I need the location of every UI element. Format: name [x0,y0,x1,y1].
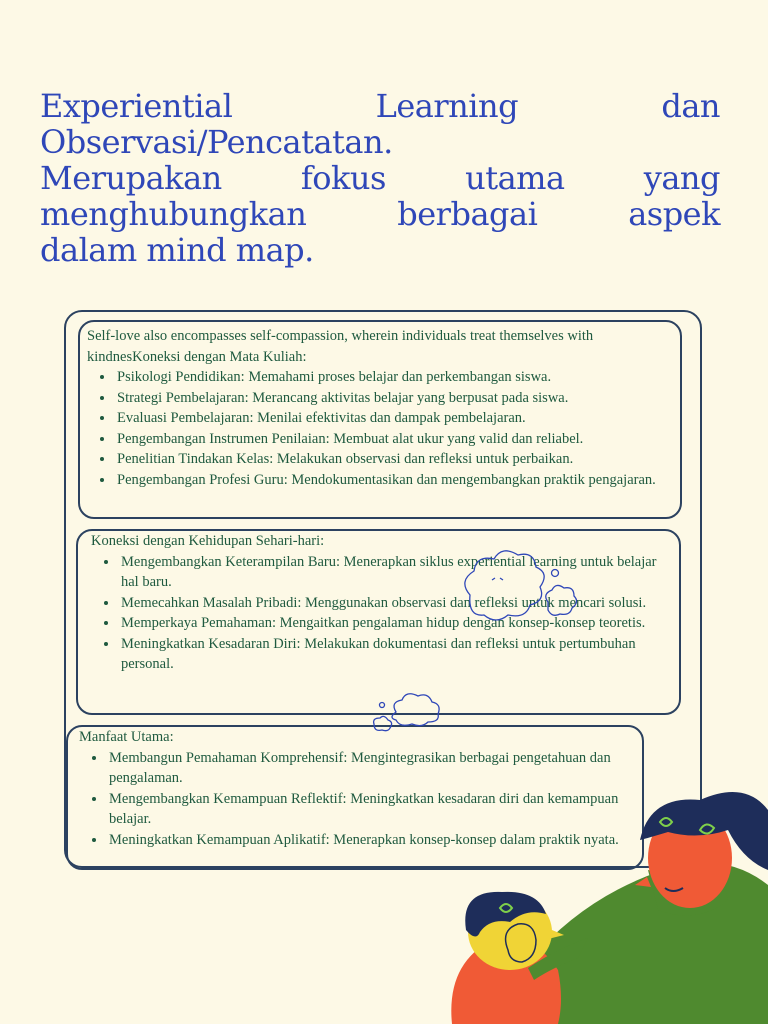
list-item: • Mengembangkan Kemampuan Reflektif: Meningkatkan kesadaran diri dan kemampuan belajar. [107,789,634,830]
title-line-4: menghubungkan berbagai aspek [40,195,720,233]
section-intro: Self-love also encompasses self-compassion, wherein individuals treat themselves with kindnesKoneksi dengan Mata Kuliah: [87,328,594,365]
title-line-2: Observasi/Pencatatan. [40,123,393,161]
list-item: • Pengembangan Instrumen Penilaian: Membuat alat ukur yang valid dan reliabel. [115,429,672,450]
list-item: • Psikologi Pendidikan: Memahami proses belajar dan perkembangan siswa. [115,367,672,388]
title-line-3: Merupakan fokus utama yang [40,159,720,197]
list-item: • Memperkaya Pemahaman: Mengaitkan pengalaman hidup dengan konsep-konsep teoretis. [119,613,671,634]
list-item: • Evaluasi Pembelajaran: Menilai efektivitas dan dampak pembelajaran. [115,408,672,429]
list-item: • Membangun Pemahaman Komprehensif: Mengintegrasikan berbagai pengetahuan dan pengalaman. [107,748,634,789]
section-heading: Koneksi dengan Kehidupan Sehari-hari: [91,533,325,549]
list-item: • Meningkatkan Kesadaran Diri: Melakukan dokumentasi dan refleksi untuk pertumbuhan personal. [119,634,671,675]
list-item: • Meningkatkan Kemampuan Aplikatif: Menerapkan konsep-konsep dalam praktik nyata. [107,830,634,851]
list-item: • Strategi Pembelajaran: Merancang aktivitas belajar yang berpusat pada siswa. [115,388,672,409]
list-item: • Mengembangkan Keterampilan Baru: Menerapkan siklus experiential learning untuk belajar hal baru. [119,552,671,593]
section-heading: Manfaat Utama: [79,729,174,745]
list-item: • Penelitian Tindakan Kelas: Melakukan observasi dan refleksi untuk perbaikan. [115,449,672,470]
list-item: • Memecahkan Masalah Pribadi: Menggunakan observasi dan refleksi untuk mencari solusi. [119,593,671,614]
title-line-1: Experiential Learning dan [40,87,720,125]
teacher-illustration [530,792,768,1024]
title-line-5: dalam mind map. [40,231,314,269]
thought-cloud-icon [374,551,577,731]
list-item: • Pengembangan Profesi Guru: Mendokumentasikan dan mengembangkan praktik pengajaran. [115,470,672,491]
